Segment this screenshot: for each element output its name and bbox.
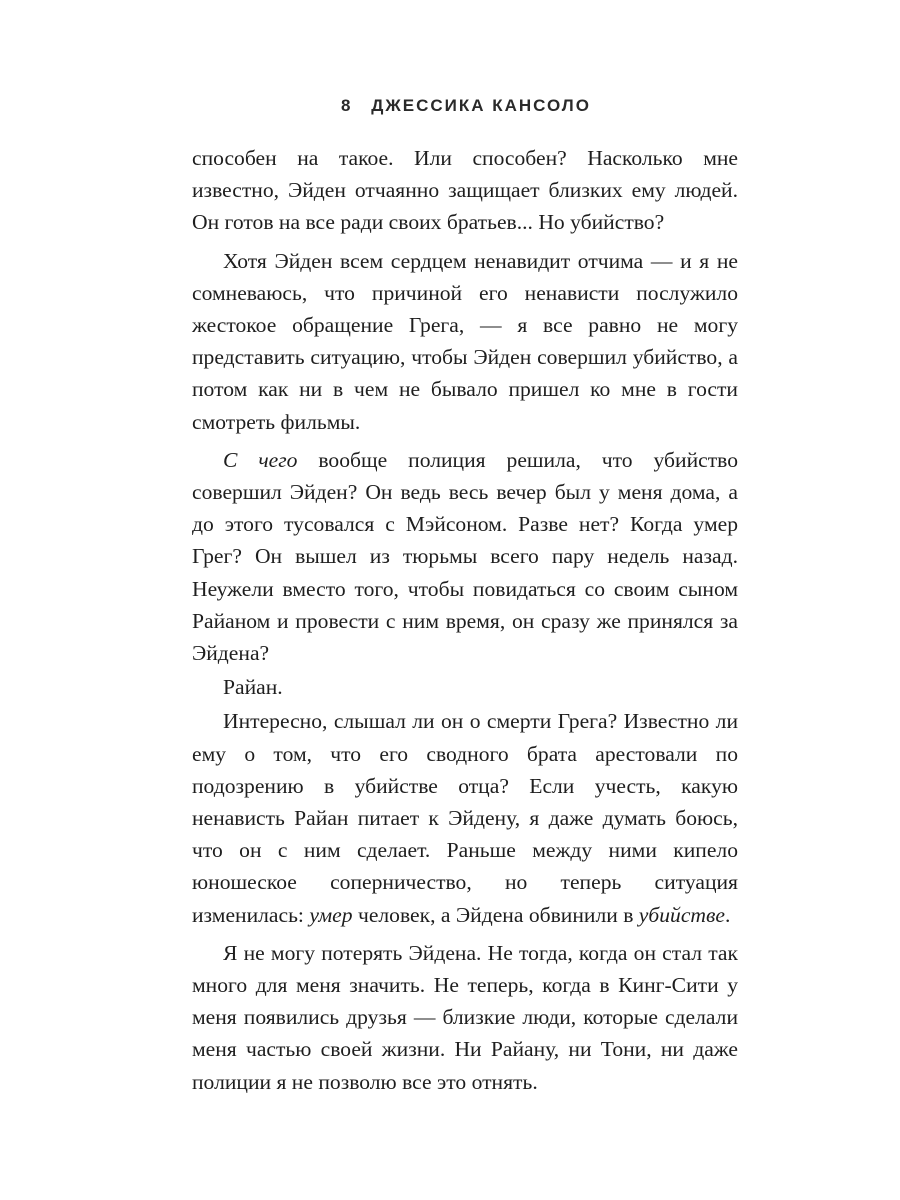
paragraph-5-text: Интересно, слышал ли он о смерти Грега? Известно ли ему о том, что его сводного брата арестовали по подозрению в убийстве отца? Если учесть, какую ненависть Райан питает к Эйдену, я даже думать боюсь, что он с ним сделает. Раньше между ними кипело юношеское соперничество, но теперь ситуация изменилась: bbox=[192, 709, 738, 927]
paragraph-5-italic-2: убийстве bbox=[638, 902, 725, 927]
paragraph-3 bbox=[192, 444, 738, 669]
page-number: 8 bbox=[341, 96, 353, 115]
paragraph-2 bbox=[192, 245, 738, 438]
paragraph-1-text: способен на такое. Или способен? Насколько мне известно, Эйден отчаянно защищает близких ему людей. Он готов на все ради своих братьев... Но убийство? bbox=[192, 146, 738, 235]
paragraph-4-text: Райан. bbox=[223, 675, 283, 700]
paragraph-3-text: вообще полиция решила, что убийство совершил Эйден? Он ведь весь вечер был у меня дома, а до этого тусовался с Мэйсоном. Разве нет? Когда умер Грег? Он вышел из тюрьмы всего пару недель назад. Неужели вместо того, чтобы повидаться со своим сыном Райаном и провести с ним время, он сразу же принялся за Эйдена? bbox=[192, 447, 738, 666]
author-name: ДЖЕССИКА КАНСОЛО bbox=[371, 96, 591, 115]
paragraph-5 bbox=[192, 705, 738, 930]
paragraph-5-italic-1: умер bbox=[309, 902, 353, 927]
paragraph-6 bbox=[192, 937, 738, 1098]
paragraph-5-middle: человек, а Эйдена обвинили в bbox=[352, 902, 639, 927]
paragraph-5-end: . bbox=[724, 902, 731, 927]
body-text bbox=[192, 142, 738, 1098]
paragraph-3-italic-lead: С чего bbox=[223, 447, 298, 472]
paragraph-4 bbox=[192, 671, 738, 703]
paragraph-6-text: Я не могу потерять Эйдена. Не тогда, когда он стал так много для меня значить. Не теперь, когда в Кинг-Сити у меня появились друзья — близкие люди, которые сделали меня частью своей жизни. Ни Райану, ни Тони, ни даже полиции я не позволю все это отнять. bbox=[192, 940, 738, 1094]
running-head bbox=[192, 96, 740, 116]
paragraph-2-text: Хотя Эйден всем сердцем ненавидит отчима — и я не сомневаюсь, что причиной его ненависти послужило жестокое обращение Грега, — я все равно не могу представить ситуацию, чтобы Эйден совершил убийство, а потом как ни в чем не бывало пришел ко мне в гости смотреть фильмы. bbox=[192, 248, 738, 434]
paragraph-1 bbox=[192, 142, 738, 239]
